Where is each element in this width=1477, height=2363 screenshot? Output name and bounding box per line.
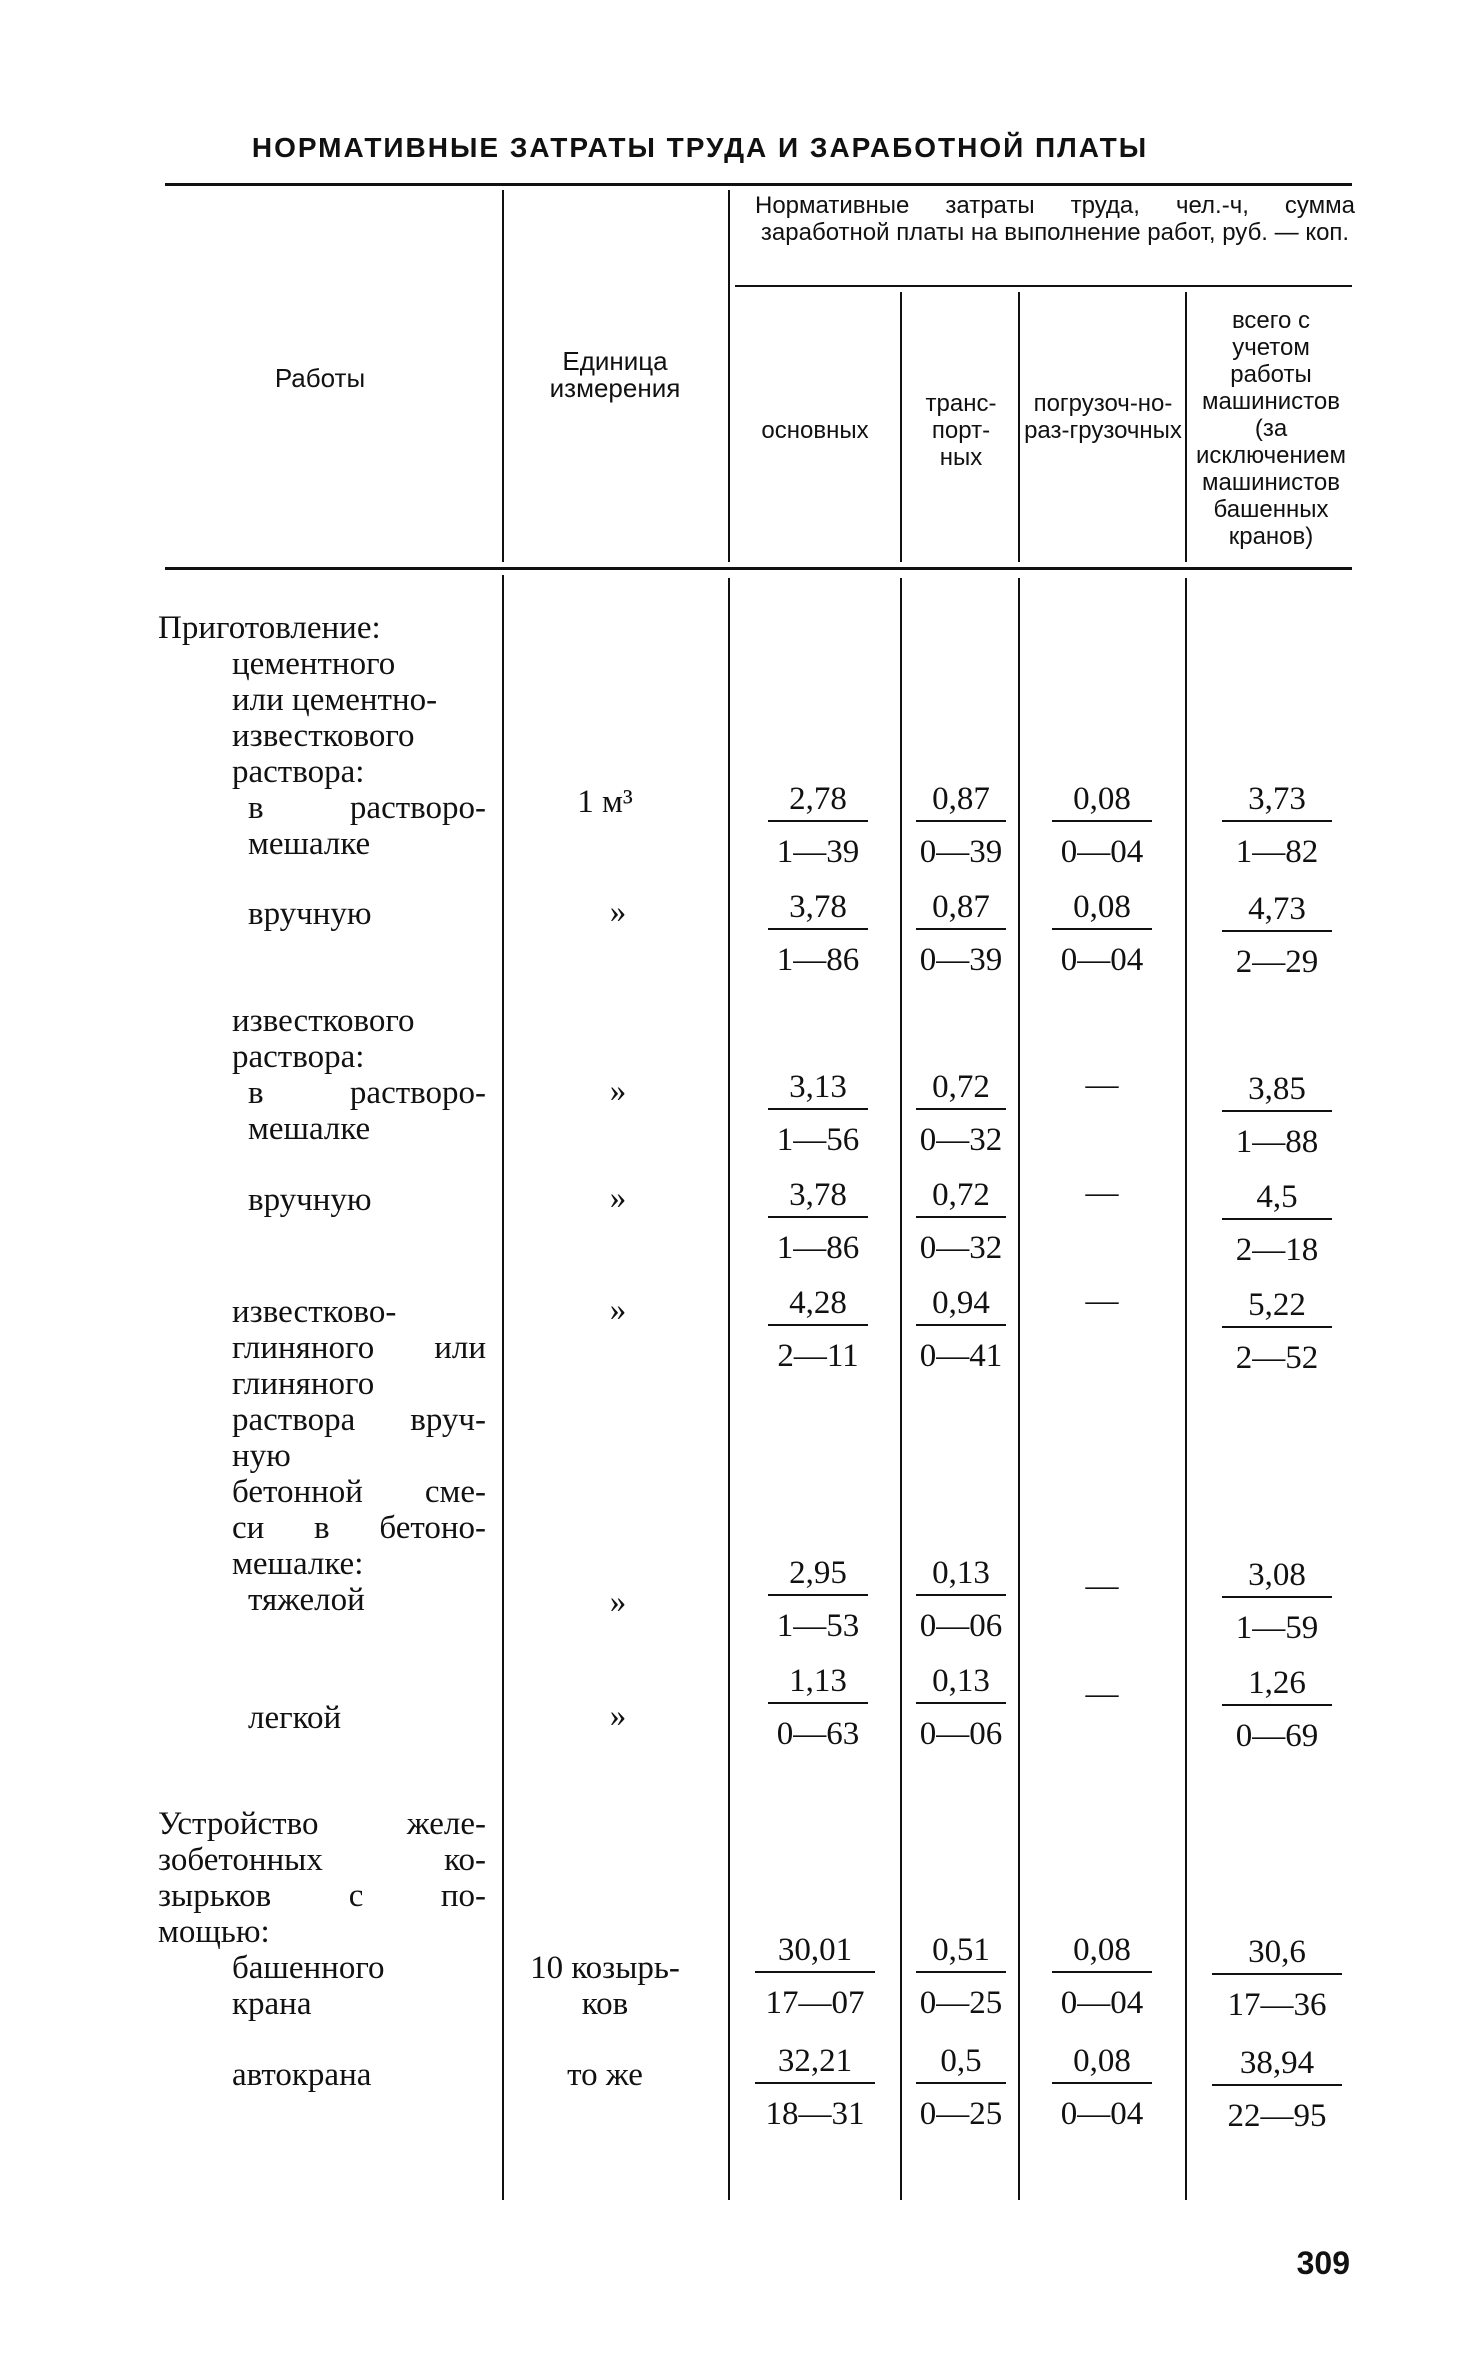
column-divider-unit	[502, 190, 504, 562]
column-divider-unit-body	[502, 575, 504, 2200]
unit-ditto: »	[609, 1584, 627, 1620]
cell-loading-dash: —	[1085, 1676, 1119, 1712]
label-canopy-4: мощью:	[158, 1914, 270, 1950]
cell-transport-hours: 0,13	[916, 1555, 1006, 1596]
cell-main-wage: 18—31	[765, 2096, 865, 2132]
cell-transport-hours: 0,13	[916, 1663, 1006, 1704]
cell-total-wage: 2—52	[1235, 1340, 1319, 1376]
label-light: легкой	[248, 1700, 342, 1736]
label-by-hand: вручную	[248, 896, 372, 932]
cell-main-hours: 3,78	[768, 1177, 868, 1218]
cell-loading-dash: —	[1085, 1175, 1119, 1211]
label-canopy-1: Устройство желе-	[158, 1806, 486, 1842]
page-title: НОРМАТИВНЫЕ ЗАТРАТЫ ТРУДА И ЗАРАБОТНОЙ ПЛАТЫ	[251, 132, 1149, 163]
cell-total-hours: 5,22	[1222, 1287, 1332, 1328]
cell-loading-hours: 0,08	[1052, 2043, 1152, 2084]
cell-total-wage: 1—59	[1235, 1610, 1319, 1646]
cell-total-hours: 38,94	[1212, 2045, 1342, 2086]
column-divider-main	[728, 190, 730, 562]
unit-same: то же	[567, 2057, 643, 2093]
header-group: Нормативные затраты труда, чел.-ч, сумма заработной платы на выполнение работ, руб. — коп.	[755, 192, 1355, 246]
unit-ditto: »	[609, 1073, 627, 1109]
column-divider-total-body	[1185, 578, 1187, 2200]
cell-total-hours: 4,73	[1222, 891, 1332, 932]
unit-ditto: »	[609, 894, 627, 930]
cell-main-wage: 1—53	[776, 1608, 860, 1644]
cell-transport-hours: 0,87	[916, 889, 1006, 930]
label-canopy-2: зобетонных ко-	[158, 1842, 486, 1878]
label-concrete-3: мешалке:	[232, 1546, 364, 1582]
label-mixer2-a: в растворо-	[248, 1075, 486, 1111]
label-cement-4: раствора:	[232, 754, 365, 790]
cell-main-wage: 0—63	[776, 1716, 860, 1752]
cell-total-hours: 3,73	[1222, 781, 1332, 822]
cell-total-wage: 17—36	[1227, 1987, 1327, 2023]
cell-total-hours: 3,08	[1222, 1557, 1332, 1598]
cell-total-hours: 4,5	[1222, 1179, 1332, 1220]
label-clay-3: глиняного	[232, 1366, 375, 1402]
cell-loading-dash: —	[1085, 1568, 1119, 1604]
column-divider-transport	[900, 292, 902, 562]
cell-main-hours: 3,13	[768, 1069, 868, 1110]
cell-total-hours: 30,6	[1212, 1934, 1342, 1975]
cell-transport-wage: 0—41	[919, 1338, 1003, 1374]
label-canopy-3: зырьков с по-	[158, 1878, 486, 1914]
cell-main-hours: 2,78	[768, 781, 868, 822]
column-divider-loading	[1018, 292, 1020, 562]
cell-transport-wage: 0—06	[919, 1608, 1003, 1644]
header-col-transport: транс-порт-ных	[925, 390, 997, 471]
header-unit: Единица измерения	[549, 346, 681, 403]
cell-total-wage: 1—88	[1235, 1124, 1319, 1160]
cell-transport-wage: 0—39	[919, 834, 1003, 870]
label-clay-5: ную	[232, 1438, 291, 1474]
top-rule	[165, 183, 1352, 186]
cell-main-wage: 17—07	[765, 1985, 865, 2021]
label-autocrane: автокрана	[232, 2057, 372, 2093]
unit-ditto: »	[609, 1698, 627, 1734]
cell-main-wage: 2—11	[777, 1338, 859, 1374]
unit-ditto: »	[609, 1180, 627, 1216]
cell-transport-wage: 0—32	[919, 1122, 1003, 1158]
cell-main-wage: 1—56	[776, 1122, 860, 1158]
header-col-main: основных	[761, 417, 869, 444]
cell-main-hours: 4,28	[768, 1285, 868, 1326]
label-cement-2: или цементно-	[232, 682, 438, 718]
column-divider-main-body	[728, 578, 730, 2200]
cell-transport-wage: 0—32	[919, 1230, 1003, 1266]
cell-loading-hours: 0,08	[1052, 781, 1152, 822]
cell-total-wage: 22—95	[1227, 2098, 1327, 2134]
page-number: 309	[1296, 2245, 1350, 2281]
cell-main-hours: 32,21	[755, 2043, 875, 2084]
label-clay-2: глиняного или	[232, 1330, 486, 1366]
label-tower-2: крана	[232, 1986, 312, 2022]
cell-main-wage: 1—86	[776, 1230, 860, 1266]
cell-loading-dash: —	[1085, 1067, 1119, 1103]
cell-main-hours: 3,78	[768, 889, 868, 930]
label-tower-1: башенного	[232, 1950, 385, 1986]
cell-loading-wage: 0—04	[1060, 834, 1144, 870]
cell-transport-hours: 0,94	[916, 1285, 1006, 1326]
cell-total-wage: 1—82	[1235, 834, 1319, 870]
cell-transport-wage: 0—25	[919, 2096, 1003, 2132]
cell-main-hours: 30,01	[755, 1932, 875, 1973]
label-cement-1: цементного	[232, 646, 396, 682]
header-col-loading: погрузоч-но-раз-грузочных	[1024, 390, 1182, 444]
label-clay-1: известково-	[232, 1294, 397, 1330]
label-by-hand2: вручную	[248, 1182, 372, 1218]
header-group-rule	[735, 285, 1352, 287]
label-lime-2: раствора:	[232, 1039, 365, 1075]
label-clay-4: раствора вруч-	[232, 1402, 486, 1438]
header-bottom-rule	[165, 567, 1352, 570]
cell-total-wage: 2—29	[1235, 944, 1319, 980]
header-works: Работы	[274, 363, 366, 393]
label-prep: Приготовление:	[158, 610, 381, 646]
label-cement-3: известкового	[232, 718, 415, 754]
column-divider-total	[1185, 292, 1187, 562]
cell-loading-wage: 0—04	[1060, 942, 1144, 978]
cell-transport-hours: 0,5	[916, 2043, 1006, 2084]
cell-total-hours: 1,26	[1222, 1665, 1332, 1706]
cell-total-hours: 3,85	[1222, 1071, 1332, 1112]
column-divider-transport-body	[900, 578, 902, 2200]
unit-ditto: »	[609, 1292, 627, 1328]
label-heavy: тяжелой	[248, 1582, 365, 1618]
cell-loading-wage: 0—04	[1060, 2096, 1144, 2132]
cell-total-wage: 2—18	[1235, 1232, 1319, 1268]
cell-transport-wage: 0—39	[919, 942, 1003, 978]
column-divider-loading-body	[1018, 578, 1020, 2200]
label-mixer-a: в растворо-	[248, 790, 486, 826]
cell-total-wage: 0—69	[1235, 1718, 1319, 1754]
unit-canopies-2: ков	[581, 1986, 629, 2022]
label-concrete-2: си в бетоно-	[232, 1510, 486, 1546]
cell-loading-wage: 0—04	[1060, 1985, 1144, 2021]
label-lime-1: известкового	[232, 1003, 415, 1039]
cell-transport-hours: 0,72	[916, 1177, 1006, 1218]
cell-loading-hours: 0,08	[1052, 1932, 1152, 1973]
label-mixer-b: мешалке	[248, 826, 371, 862]
cell-transport-hours: 0,51	[916, 1932, 1006, 1973]
cell-main-hours: 1,13	[768, 1663, 868, 1704]
label-concrete-1: бетонной сме-	[232, 1474, 486, 1510]
cell-transport-wage: 0—25	[919, 1985, 1003, 2021]
header-col-total: всего с учетом работы машинистов (за исключением машинистов башенных кранов)	[1195, 307, 1346, 550]
label-mixer2-b: мешалке	[248, 1111, 371, 1147]
cell-loading-dash: —	[1085, 1283, 1119, 1319]
cell-main-wage: 1—86	[776, 942, 860, 978]
cell-transport-hours: 0,87	[916, 781, 1006, 822]
cell-main-hours: 2,95	[768, 1555, 868, 1596]
unit-canopies-1: 10 козырь-	[530, 1950, 680, 1986]
unit-m3: 1 м³	[577, 784, 633, 820]
cell-main-wage: 1—39	[776, 834, 860, 870]
cell-transport-wage: 0—06	[919, 1716, 1003, 1752]
cell-loading-hours: 0,08	[1052, 889, 1152, 930]
cell-transport-hours: 0,72	[916, 1069, 1006, 1110]
